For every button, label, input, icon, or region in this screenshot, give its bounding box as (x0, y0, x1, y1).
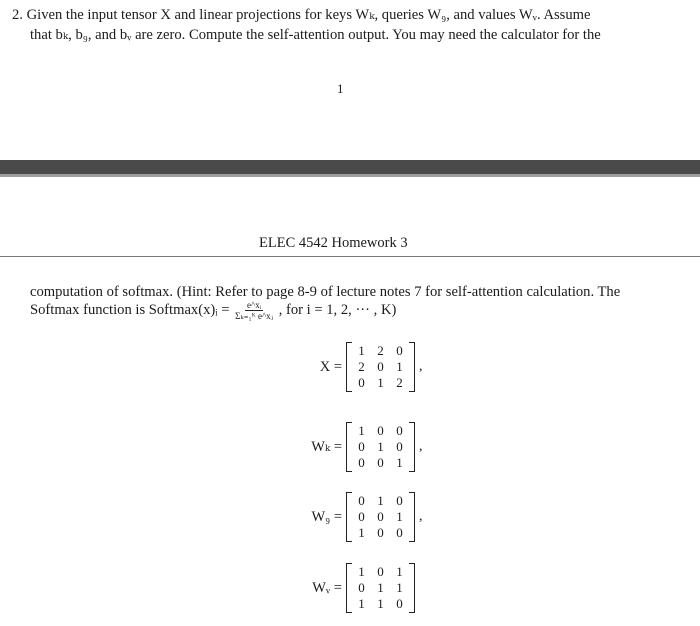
matrix (346, 563, 415, 613)
matrix-cell: 0 (396, 343, 403, 358)
right-bracket (409, 422, 415, 472)
matrix-label: Wₖ = (311, 438, 342, 455)
matrix-cells (352, 563, 409, 613)
matrix (346, 342, 415, 392)
continuation-line-2 (30, 300, 396, 321)
matrix-cell: 2 (396, 375, 403, 390)
matrix-cell: 0 (358, 493, 365, 508)
matrix-cell: 1 (396, 580, 403, 595)
matrix-cell: 1 (377, 375, 384, 390)
matrix-cell: 1 (377, 439, 384, 454)
matrix-cell: 0 (377, 564, 384, 579)
matrix-cell: 1 (358, 564, 365, 579)
matrix-block (292, 422, 423, 472)
softmax-suffix: , for i = 1, 2, ··· , K) (278, 302, 397, 318)
matrix-cell: 0 (377, 509, 384, 524)
matrix-cell: 1 (396, 509, 403, 524)
matrix-block (292, 342, 423, 392)
matrix-cell: 0 (358, 509, 365, 524)
matrix-cell: 0 (396, 493, 403, 508)
matrix-cell: 1 (377, 493, 384, 508)
matrix-label: X = (319, 358, 342, 375)
matrix-cell: 1 (396, 455, 403, 470)
matrix-cell: 0 (396, 525, 403, 540)
matrix-trailing-comma: , (419, 359, 423, 374)
matrix-cell: 2 (377, 343, 384, 358)
matrix-cell: 1 (396, 359, 403, 374)
matrix-cell: 0 (377, 423, 384, 438)
matrix-label: W₉ = (311, 508, 342, 525)
matrix-cell: 0 (396, 596, 403, 611)
page-header-title: ELEC 4542 Homework 3 (259, 235, 408, 251)
matrix-cell: 1 (358, 423, 365, 438)
matrix-label: Wᵥ = (312, 579, 342, 596)
softmax-prefix: Softmax function is Softmax(x)ᵢ = (30, 302, 230, 318)
matrix-block (292, 563, 419, 613)
matrix-cells (352, 422, 409, 472)
softmax-fraction (235, 300, 273, 321)
matrix-cell: 0 (358, 375, 365, 390)
matrix (346, 492, 415, 542)
right-bracket (409, 563, 415, 613)
question-line-1: 2. Given the input tensor X and linear projections for keys Wₖ, queries W₉, and values Wᵥ. Assume (12, 7, 591, 23)
matrix-cells (352, 492, 409, 542)
question-line-2: that bₖ, b₉, and bᵥ are zero. Compute the self-attention output. You may need the calculator for the (30, 27, 601, 43)
page-break-shadow (0, 174, 700, 177)
matrix-cell: 1 (377, 596, 384, 611)
softmax-numerator: e^xᵢ (247, 300, 262, 311)
matrix-cell: 0 (377, 359, 384, 374)
matrix-cell: 2 (358, 359, 365, 374)
matrix-cell: 1 (358, 525, 365, 540)
matrix (346, 422, 415, 472)
matrix-cell: 1 (358, 343, 365, 358)
matrix-cell: 0 (358, 580, 365, 595)
matrix-trailing-comma: , (419, 439, 423, 454)
matrix-cell: 0 (396, 439, 403, 454)
matrix-cell: 0 (396, 423, 403, 438)
matrix-cell: 0 (377, 455, 384, 470)
right-bracket (409, 342, 415, 392)
matrix-cells (352, 342, 409, 392)
matrix-cell: 1 (396, 564, 403, 579)
matrix-cell: 1 (358, 596, 365, 611)
matrix-cell: 0 (377, 525, 384, 540)
page-number: 1 (337, 81, 344, 96)
softmax-denominator: Σₖ₌₁ᴷ e^xⱼ (235, 311, 274, 322)
header-rule (0, 256, 700, 257)
matrix-trailing-comma: , (419, 509, 423, 524)
matrix-cell: 0 (358, 439, 365, 454)
matrix-cell: 1 (377, 580, 384, 595)
right-bracket (409, 492, 415, 542)
matrix-block (292, 492, 423, 542)
matrix-cell: 0 (358, 455, 365, 470)
continuation-line-1: computation of softmax. (Hint: Refer to page 8-9 of lecture notes 7 for self-attention calculation. The (30, 284, 621, 300)
page-break-bar (0, 160, 700, 174)
